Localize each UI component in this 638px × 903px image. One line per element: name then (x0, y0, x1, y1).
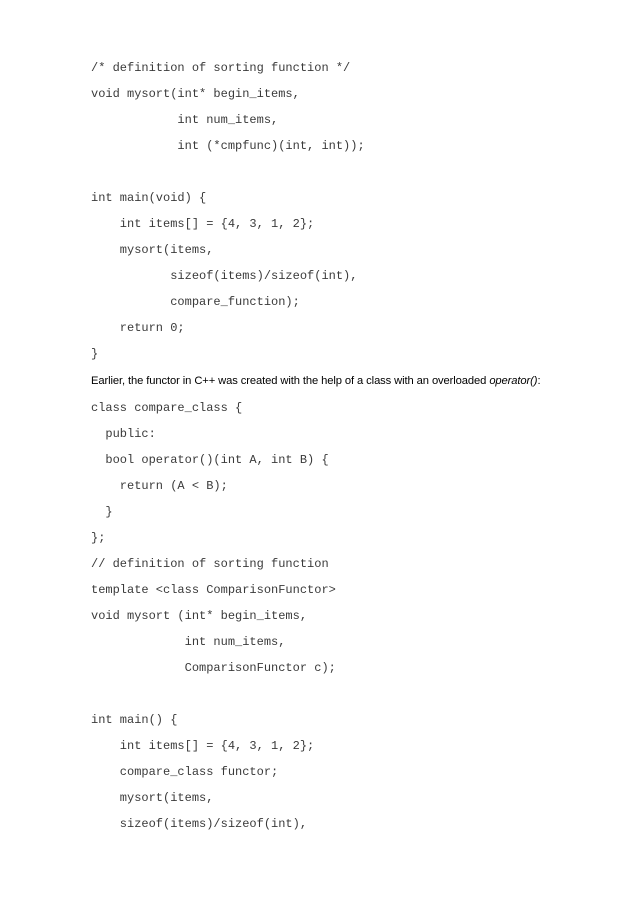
code-line: int items[] = {4, 3, 1, 2}; (91, 739, 315, 753)
code-line: void mysort(int* begin_items, (91, 87, 300, 101)
paragraph-text-after: : (537, 375, 541, 387)
paragraph-text (91, 374, 540, 388)
code-line: ComparisonFunctor c); (91, 661, 336, 675)
code-line: mysort(items, (91, 243, 214, 257)
code-line: int items[] = {4, 3, 1, 2}; (91, 217, 315, 231)
code-line: int main(void) { (91, 191, 207, 205)
code-line: return (A < B); (91, 479, 228, 493)
paragraph-text-before: Earlier, the functor in C++ was created with the help of a class with an overloaded (91, 375, 490, 387)
code-line: void mysort (int* begin_items, (91, 609, 308, 623)
code-line: int num_items, (91, 113, 279, 127)
code-line: /* definition of sorting function */ (91, 61, 351, 75)
code-line: sizeof(items)/sizeof(int), (91, 269, 358, 283)
code-line: template <class ComparisonFunctor> (91, 583, 336, 597)
code-line: compare_class functor; (91, 765, 279, 779)
code-line: return 0; (91, 321, 185, 335)
code-line: mysort(items, (91, 791, 214, 805)
paragraph-emphasis: operator() (489, 375, 538, 387)
code-line: } (91, 347, 99, 361)
code-line: } (91, 505, 113, 519)
code-line: class compare_class { (91, 401, 243, 415)
code-line: bool operator()(int A, int B) { (91, 453, 329, 467)
code-line: public: (91, 427, 156, 441)
code-line: int num_items, (91, 635, 286, 649)
code-line: // definition of sorting function (91, 557, 329, 571)
code-line: sizeof(items)/sizeof(int), (91, 817, 308, 831)
code-line: int (*cmpfunc)(int, int)); (91, 139, 365, 153)
code-line: int main() { (91, 713, 178, 727)
code-line: compare_function); (91, 295, 300, 309)
code-line: }; (91, 531, 106, 545)
